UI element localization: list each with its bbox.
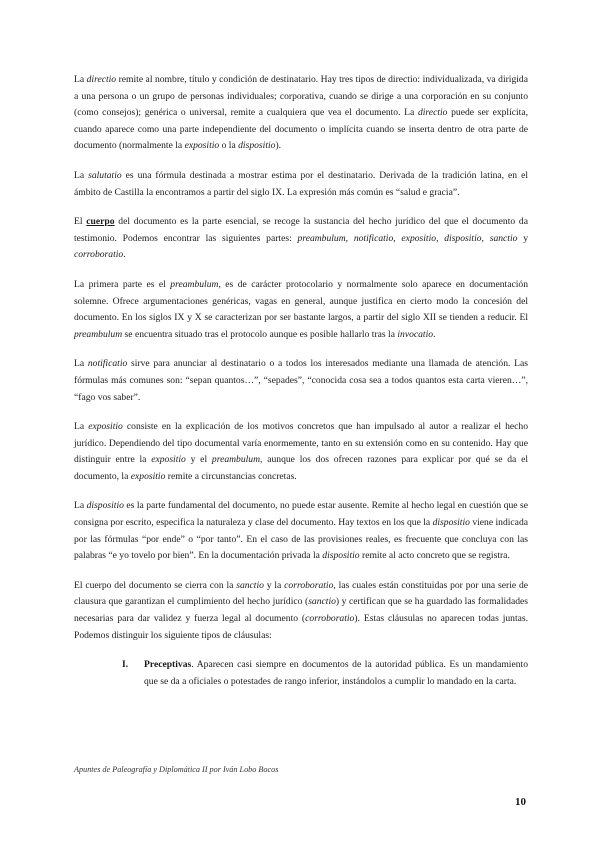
list-item-text: Preceptivas. Aparecen casi siempre en documentos de la autoridad pública. Es un mandamiento que se da a oficiales o potestades de rango inferior, instándolos a cumplir lo mandado en la carta. xyxy=(144,659,528,687)
paragraph-expositio: La expositio consiste en la explicación de los motivos concretos que han impulsado al autor a realizar el hecho jurídico. Dependiendo del tipo documental varía enormemente, tanto en su extensión como en su contenido. Hay que distinguir entre la expositio y el preambulum, aunque los dos ofrecen razones para explicar por qué se da el documento, la expositio remite a circunstancias concretas. xyxy=(74,421,528,482)
paragraph-sanctio-corroboratio: El cuerpo del documento se cierra con la sanctio y la corroboratio, las cuales están constituidas por por una serie de clausura que garantizan el cumplimiento del hecho jurídico (sanctio) y certifican que se ha guardado las formalidades necesarias para dar validez y fuerza legal al documento (corroboratio). Estas cláusulas no aparecen todas juntas. Podemos distinguir los siguiente tipos de cláusulas: xyxy=(74,579,529,641)
page-footer: Apuntes de Paleografía y Diplomática II por Iván Lobo Bocos xyxy=(74,765,279,774)
page-number: 10 xyxy=(515,796,526,808)
paragraph-preambulum: La primera parte es el preambulum, es de carácter protocolario y normalmente solo aparece en documentación solemne. Ofrece argumentaciones genéricas, vagas en general, aunque justifica en cierto modo la concesión del documento. En los siglos IX y X se caracterizan por ser bastante largos, a partir del siglo XII se tienden a reducir. El preambulum se encuentra situado tras el protocolo aunque es posible hallarlo tras la invocatio. xyxy=(74,278,528,340)
page-body xyxy=(74,72,528,690)
paragraph-salutatio: La salutatio es una fórmula destinada a mostrar estima por el destinatario. Derivada de la tradición latina, en el ámbito de Castilla la encontramos a partir del siglo IX. La expresión más común es “salud e gracia”. xyxy=(74,169,528,198)
term-cuerpo: cuerpo xyxy=(86,216,115,228)
paragraph-notificatio: La notificatio sirve para anunciar al destinatario o a todos los interesados mediante una llamada de atención. Las fórmulas más comunes son: “sepan quantos…”, “sepades”, “conocida cosa sea a todos quantos esta carta vieren…”, “fago vos saber”. xyxy=(74,358,528,403)
list-item-number: I. xyxy=(122,659,129,671)
list-item xyxy=(122,657,528,690)
paragraph-dispositio: La dispositio es la parte fundamental del documento, no puede estar ausente. Remite al hecho legal en cuestión que se consigna por escrito, especifica la naturaleza y clase del documento. Hay textos en los que la dispositio viene indicada por las fórmulas “por ende” o “por tanto”. En el caso de las provisiones reales, es frecuente que concluya con las palabras “e yo tovelo por bien”. En la documentación privada la dispositio remite al acto concreto que se registra. xyxy=(74,500,528,562)
list-item-term: Preceptivas xyxy=(144,659,192,671)
paragraph-directio: La directio remite al nombre, título y condición de destinatario. Hay tres tipos de directio: individualizada, va dirigida a una persona o un grupo de personas individuales; corporativa, cuando se dirige a una corporación en su conjunto (como consejos); genérica o universal, remite a cualquiera que vea el documento. La directio puede ser explícita, cuando aparece como una parte independiente del documento o implícita cuando se inserta dentro de otra parte de documento (normalmente la expositio o la dispositio). xyxy=(74,74,528,152)
paragraph-cuerpo: El cuerpo del documento es la parte esencial, se recoge la sustancia del hecho jurídico del que el documento da testimonio. Podemos encontrar las siguientes partes: preambulum, notificatio, expositio, dispositio, sanctio y corroboratio. xyxy=(74,216,529,261)
